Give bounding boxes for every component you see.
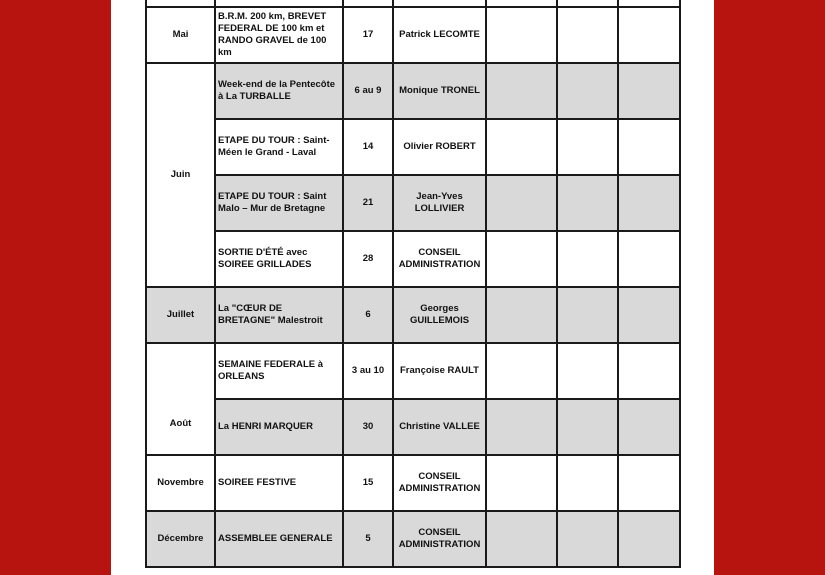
event-cell: ETAPE DU TOUR : Saint Malo – Mur de Bretagne — [215, 175, 343, 231]
event-cell: La "CŒUR DE BRETAGNE" Malestroit — [215, 287, 343, 343]
responsible-cell: Jean-Yves LOLLIVIER — [393, 175, 486, 231]
event-cell: ETAPE DU TOUR : Saint-Méen le Grand - Laval — [215, 119, 343, 175]
event-cell: ASSEMBLEE GENERALE — [215, 511, 343, 567]
blank-cell — [486, 455, 557, 511]
event-cell: Week-end de la Pentecôte à La TURBALLE — [215, 63, 343, 119]
calendar-sheet — [111, 0, 714, 575]
blank-cell — [618, 399, 680, 455]
blank-cell — [557, 0, 618, 7]
event-cell: B.R.M. 200 km, BREVET FEDERAL DE 100 km et RANDO GRAVEL de 100 km — [215, 7, 343, 63]
day-cell: 14 — [343, 119, 393, 175]
responsible-cell: CONSEIL ADMINISTRATION — [393, 231, 486, 287]
blank-cell — [486, 0, 557, 7]
table-row — [146, 0, 680, 7]
table-row — [146, 119, 680, 175]
blank-cell — [557, 455, 618, 511]
day-cell: 3 au 10 — [343, 343, 393, 399]
responsible-cell: Olivier ROBERT — [393, 119, 486, 175]
day-cell: 30 — [343, 399, 393, 455]
event-cell: La HENRI MARQUER — [215, 399, 343, 455]
event-cell: SEMAINE FEDERALE à ORLEANS — [215, 343, 343, 399]
table-row — [146, 399, 680, 455]
blank-cell — [486, 231, 557, 287]
table-row — [146, 455, 680, 511]
day-cell — [343, 0, 393, 7]
day-cell: 28 — [343, 231, 393, 287]
blank-cell — [618, 511, 680, 567]
table-row — [146, 63, 680, 119]
blank-cell — [557, 399, 618, 455]
responsible-cell: Monique TRONEL — [393, 63, 486, 119]
table-row — [146, 511, 680, 567]
responsible-cell: Christine VALLEE — [393, 399, 486, 455]
month-cell: Mai — [146, 7, 215, 63]
responsible-cell: CONSEIL ADMINISTRATION — [393, 455, 486, 511]
blank-cell — [618, 175, 680, 231]
blank-cell — [557, 511, 618, 567]
blank-cell — [618, 455, 680, 511]
month-cell: Novembre — [146, 455, 215, 511]
responsible-cell: CONSEIL ADMINISTRATION — [393, 511, 486, 567]
month-cell: Juin — [146, 63, 215, 287]
blank-cell — [618, 119, 680, 175]
table-row — [146, 287, 680, 343]
table-row — [146, 231, 680, 287]
table-row — [146, 343, 680, 399]
blank-cell — [557, 175, 618, 231]
blank-cell — [486, 175, 557, 231]
blank-cell — [486, 7, 557, 63]
blank-cell — [557, 231, 618, 287]
blank-cell — [486, 511, 557, 567]
day-cell: 21 — [343, 175, 393, 231]
blank-cell — [557, 7, 618, 63]
blank-cell — [618, 0, 680, 7]
month-cell — [146, 0, 215, 7]
event-cell: SOIREE FESTIVE — [215, 455, 343, 511]
responsible-cell — [393, 0, 486, 7]
responsible-cell: Patrick LECOMTE — [393, 7, 486, 63]
blank-cell — [486, 287, 557, 343]
blank-cell — [557, 287, 618, 343]
blank-cell — [486, 343, 557, 399]
day-cell: 5 — [343, 511, 393, 567]
day-cell: 6 au 9 — [343, 63, 393, 119]
blank-cell — [486, 63, 557, 119]
table-row — [146, 7, 680, 63]
blank-cell — [618, 231, 680, 287]
blank-cell — [486, 119, 557, 175]
responsible-cell: Georges GUILLEMOIS — [393, 287, 486, 343]
month-cell: Décembre — [146, 511, 215, 567]
blank-cell — [618, 7, 680, 63]
day-cell: 17 — [343, 7, 393, 63]
event-cell — [215, 0, 343, 7]
table-row — [146, 175, 680, 231]
blank-cell — [557, 343, 618, 399]
month-cell: Août — [146, 343, 215, 455]
event-cell: SORTIE D'ÉTÉ avec SOIREE GRILLADES — [215, 231, 343, 287]
calendar-table — [145, 0, 681, 568]
day-cell: 6 — [343, 287, 393, 343]
blank-cell — [618, 287, 680, 343]
blank-cell — [618, 63, 680, 119]
blank-cell — [486, 399, 557, 455]
blank-cell — [557, 119, 618, 175]
day-cell: 15 — [343, 455, 393, 511]
responsible-cell: Françoise RAULT — [393, 343, 486, 399]
month-cell: Juillet — [146, 287, 215, 343]
blank-cell — [618, 343, 680, 399]
blank-cell — [557, 63, 618, 119]
